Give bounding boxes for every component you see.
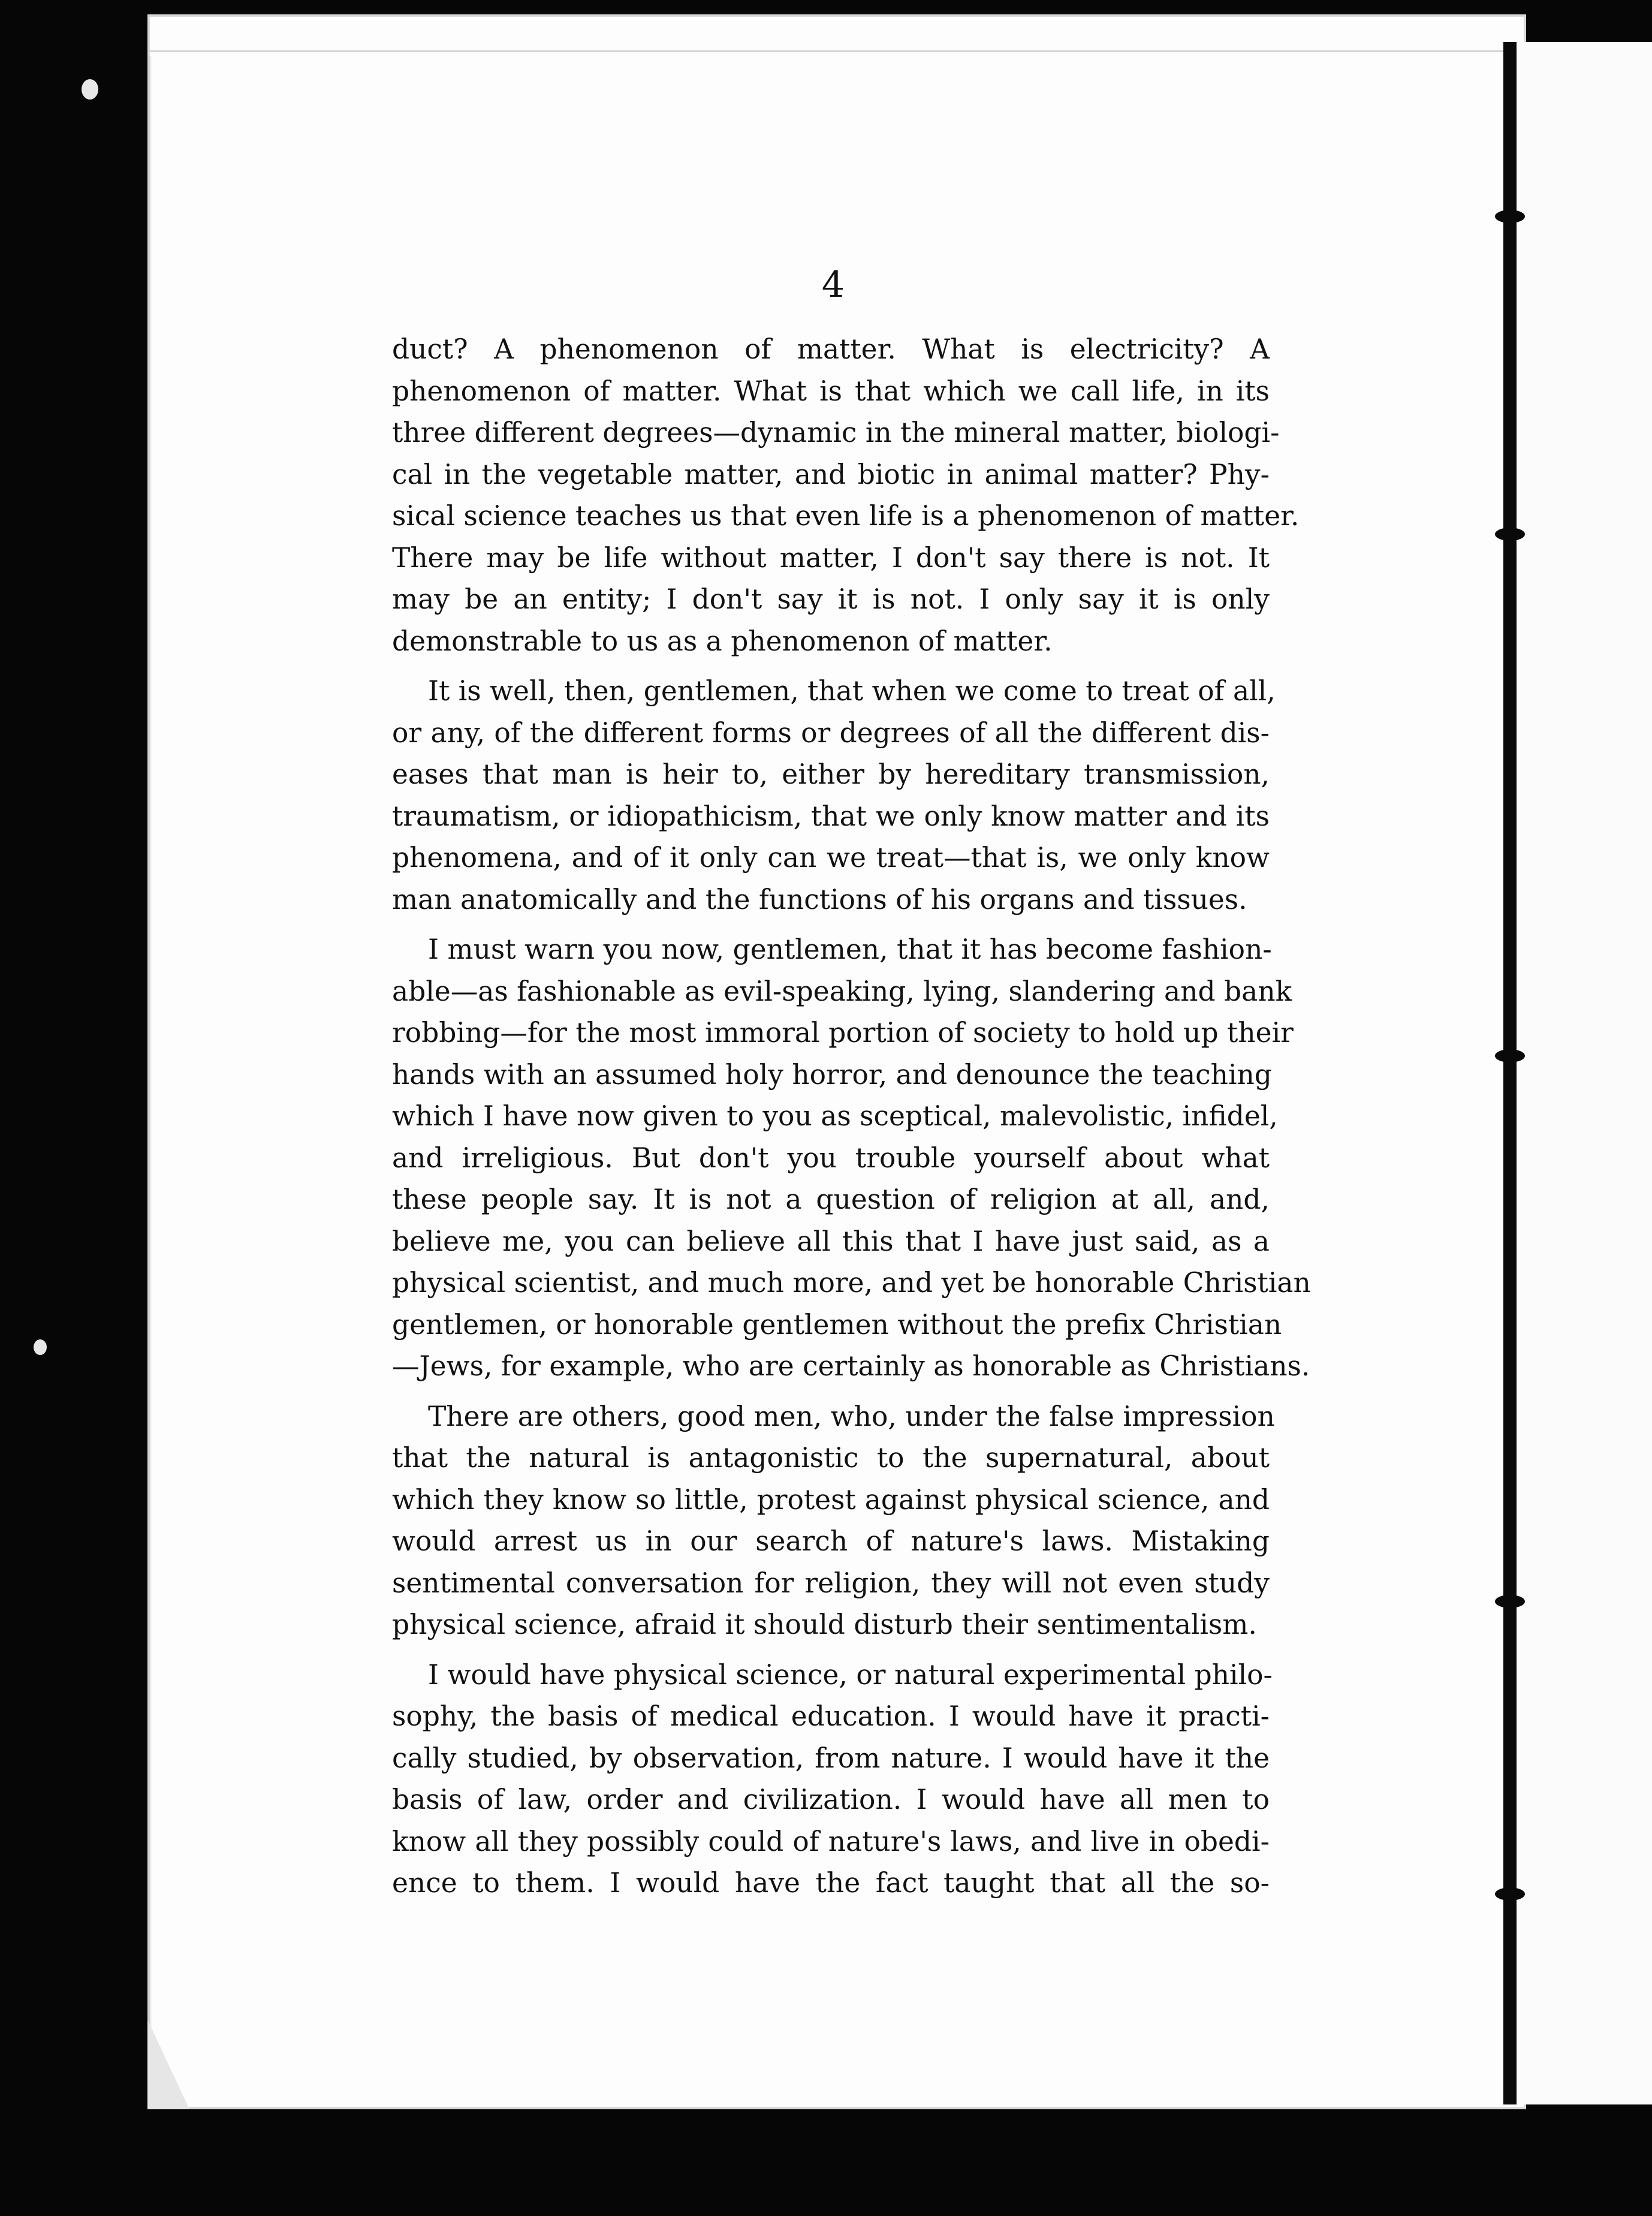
text-line: physical science, afraid it should disturb their sentimentalism.	[392, 1609, 1257, 1640]
text-line: —Jews, for example, who are certainly as honorable as Christians.	[392, 1350, 1310, 1382]
text-line: There may be life without matter, I don't say there is not. It	[392, 541, 1270, 574]
text-line: know all they possibly could of nature's laws, and live in obedi-	[392, 1825, 1270, 1857]
text-line: these people say. It is not a question of religion at all, and,	[392, 1184, 1270, 1215]
text-line: cally studied, by observation, from nature. I would have it the	[392, 1742, 1270, 1774]
text-line: which I have now given to you as sceptical, malevolistic, infidel,	[392, 1100, 1278, 1132]
text-line: ence to them. I would have the fact taught that all the so-	[392, 1867, 1270, 1899]
text-line: phenomenon of matter. What is that which we call life, in its	[392, 375, 1270, 407]
text-line: There are others, good men, who, under the false impression	[428, 1400, 1275, 1432]
facing-page-edge	[1511, 42, 1652, 2104]
text-line: I would have physical science, or natural experimental philo-	[428, 1658, 1273, 1691]
text-line: basis of law, order and civilization. I would have all men to	[392, 1784, 1270, 1815]
text-line: which they know so little, protest against physical science, and	[392, 1483, 1270, 1516]
binding-stitch	[1495, 1049, 1525, 1062]
text-line: cal in the vegetable matter, and biotic in animal matter? Phy-	[392, 458, 1270, 490]
text-line: and irreligious. But don't you trouble yourself about what	[392, 1142, 1270, 1174]
paragraph	[392, 670, 1276, 712]
text-line: phenomena, and of it only can we treat—that is, we only know	[392, 842, 1270, 874]
text-line: three different degrees—dynamic in the mineral matter, biologi-	[392, 417, 1280, 448]
text-line: demonstrable to us as a phenomenon of matter.	[392, 625, 1053, 657]
text-line: traumatism, or idiopathicism, that we only know matter and its	[392, 800, 1270, 832]
text-line: hands with an assumed holy horror, and denounce the teaching	[392, 1058, 1272, 1091]
paragraph	[392, 929, 1270, 971]
text-line: I must warn you now, gentlemen, that it has become fashion-	[428, 934, 1272, 965]
paper-speck	[34, 1339, 47, 1355]
text-line: able—as fashionable as evil-speaking, lying, slandering and bank	[392, 975, 1292, 1007]
page-corner-fold	[147, 2019, 189, 2109]
text-line: robbing—for the most immoral portion of society to hold up their	[392, 1017, 1294, 1049]
text-line: or any, of the different forms or degrees of all the different dis-	[392, 716, 1270, 749]
text-line: believe me, you can believe all this that I have just said, as a	[392, 1225, 1270, 1257]
text-line: sophy, the basis of medical education. I would have it practi-	[392, 1700, 1270, 1732]
text-line: duct? A phenomenon of matter. What is electricity? A	[392, 333, 1270, 365]
paragraph	[392, 1654, 1273, 1696]
body-text	[392, 329, 1311, 1904]
text-line: physical scientist, and much more, and yet be honorable Christian	[392, 1267, 1311, 1299]
page-number: 4	[821, 264, 845, 306]
text-line: sentimental conversation for religion, they will not even study	[392, 1567, 1270, 1599]
text-line: that the natural is antagonistic to the supernatural, about	[392, 1442, 1270, 1474]
paragraph-continuation	[392, 1696, 1270, 1904]
binding-stitch	[1495, 1595, 1525, 1608]
text-line: eases that man is heir to, either by hereditary transmission,	[392, 758, 1270, 790]
paragraph-continuation	[392, 712, 1270, 921]
text-line: man anatomically and the functions of his organs and tissues.	[392, 883, 1247, 916]
text-line: may be an entity; I don't say it is not. I only say it is only	[392, 583, 1270, 615]
book-binding	[1503, 42, 1517, 2104]
binding-stitch	[1495, 210, 1525, 223]
text-line: gentlemen, or honorable gentlemen without the prefix Christian	[392, 1308, 1282, 1341]
paragraph-continuation	[392, 971, 1311, 1387]
binding-stitch	[1495, 1887, 1525, 1901]
binding-stitch	[1495, 528, 1525, 541]
paragraph-continuation	[392, 1437, 1270, 1646]
page-edge-shadow	[147, 56, 152, 2035]
page-crease	[147, 50, 1526, 52]
text-line: It is well, then, gentlemen, that when we come to treat of all,	[428, 675, 1276, 707]
paragraph	[392, 1396, 1275, 1438]
text-line: would arrest us in our search of nature's laws. Mistaking	[392, 1525, 1270, 1557]
text-line: sical science teaches us that even life is a phenomenon of matter.	[392, 500, 1300, 532]
paper-speck	[82, 79, 98, 100]
paragraph	[392, 329, 1300, 662]
